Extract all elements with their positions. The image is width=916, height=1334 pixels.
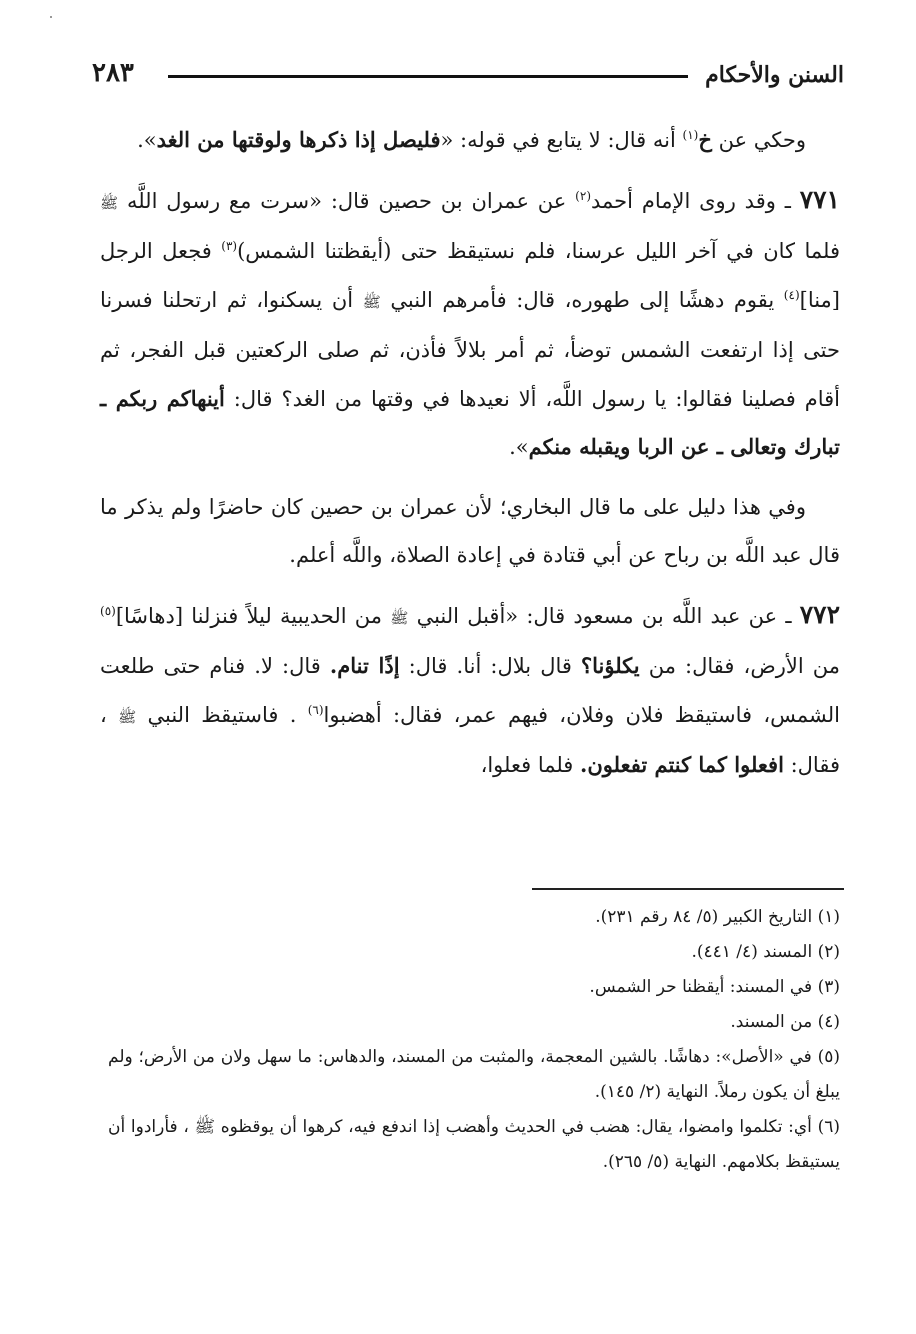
footnote-2: (٢) المسند (٤/ ٤٤١). xyxy=(691,942,840,962)
text-run: . فاستيقظ النبي xyxy=(136,702,308,727)
footnote-4: (٤) من المسند. xyxy=(730,1012,840,1032)
text-run: فجعل الرجل [منا] xyxy=(100,239,840,312)
text-run: من الأرض، فقال: من xyxy=(639,654,840,678)
footnotes xyxy=(108,900,840,1180)
salawat-glyph: ﷺ xyxy=(362,292,381,311)
page-number: ٢٨٣ xyxy=(92,58,134,88)
footnote-1: (١) التاريخ الكبير (٥/ ٨٤ رقم ٢٣١). xyxy=(595,907,840,927)
text-run: أن يسكنوا، ثم ارتحلنا فسرنا حتى إذا ارتفعت الشمس توضأ، ثم أمر بلالاً فأذن، ثم صلى الركعتين قبل الفجر، ثم أقام فصلينا فقالوا: يا رسول اللَّه، ألا نعيدها في وقتها من الغد؟ قال: xyxy=(100,287,840,411)
text-run: وحكي عن xyxy=(711,128,806,152)
footnote-6: (٦) أي: تكلموا وامضوا، يقال: هضب في الحديث وأهضب إذا اندفع فيه، كرهوا أن يوقظوه ﷺ ، فأرادوا أن يستيقظ بكلامهم. النهاية (٥/ ٢٦٥). xyxy=(108,1117,840,1172)
text-run: قال بلال: أنا. قال: xyxy=(399,654,581,678)
footnote-3: (٣) في المسند: أيقظنا حر الشمس. xyxy=(589,977,840,997)
text-run: ـ وقد روى الإمام أحمد xyxy=(591,188,800,213)
footnote-5: (٥) في «الأصل»: دهاشًا. بالشين المعجمة، والمثبت من المسند، والدهاس: ما سهل ولان من الأرض؛ ولم يبلغ أن يكون رملاً. النهاية (٢/ ١٤٥). xyxy=(108,1047,840,1102)
hadith-772 xyxy=(100,591,840,790)
quoted-prophet-words: يكلؤنا؟ xyxy=(580,653,640,678)
salawat-glyph: ﷺ xyxy=(100,193,119,212)
text-run: فلما فعلوا، xyxy=(480,753,581,777)
text-run: ـ عن عبد اللَّه بن مسعود قال: «أقبل النبي xyxy=(408,603,800,628)
footnote-ref-3[interactable]: (٣) xyxy=(221,239,238,253)
header-rule xyxy=(168,75,688,78)
text-run: يقوم دهشًا إلى طهوره، قال: فأمرهم النبي xyxy=(380,287,784,312)
text-run: ». xyxy=(137,128,157,152)
footnote-ref-6[interactable]: (٦) xyxy=(307,702,324,717)
text-run: عن عمران بن حصين قال: «سرت مع رسول اللَّه xyxy=(118,188,576,213)
text-run: أنه قال: لا يتابع في قوله: « xyxy=(440,128,683,152)
source-abbrev: خ xyxy=(698,127,712,152)
running-title: السنن والأحكام xyxy=(705,62,844,88)
text-run: فلما كان في آخر الليل عرسنا، فلم نستيقظ حتى (أيقظتنا الشمس) xyxy=(237,239,841,263)
quoted-prophet-words: أينهاكم ربكم ـ تبارك وتعالى ـ عن الربا ويقبله منكم xyxy=(100,385,840,459)
scan-speck xyxy=(50,16,52,18)
hadith-number: ٧٧١ xyxy=(799,184,840,214)
text-run: قال: لا. فنام حتى طلعت الشمس، فاستيقظ فلان وفلان، فيهم عمر، فقال: أهضبوا xyxy=(100,654,840,727)
footnote-ref-2[interactable]: (٢) xyxy=(575,188,591,203)
salawat-glyph: ﷺ xyxy=(118,707,137,726)
text-run: ، فقال: xyxy=(100,702,840,777)
hadith-771 xyxy=(100,176,840,472)
page-header xyxy=(92,58,844,92)
paragraph-commentary: وفي هذا دليل على ما قال البخاري؛ لأن عمران بن حصين كان حاضرًا ولم يذكر ما قال عبد اللَّه بن رباح عن أبي قتادة في إعادة الصلاة، واللَّه أعلم. xyxy=(100,494,840,567)
quoted-prophet-words: افعلوا كما كنتم تفعلون. xyxy=(580,752,784,777)
footnote-ref-5[interactable]: (٥) xyxy=(100,603,116,618)
quoted-prophet-words: إذًا تنام. xyxy=(329,653,400,678)
text-run: من الحديبية ليلاً فنزلنا [دهاسًا] xyxy=(115,603,391,628)
paragraph-bukhari-note xyxy=(100,116,840,165)
quoted-hadith-text: فليصل إذا ذكرها ولوقتها من الغد xyxy=(156,127,441,152)
hadith-number: ٧٧٢ xyxy=(799,599,841,629)
text-run: ». xyxy=(509,435,529,459)
footnote-separator xyxy=(532,888,844,890)
main-text xyxy=(100,116,840,801)
footnote-ref-1[interactable]: (١) xyxy=(682,128,699,142)
footnote-ref-4[interactable]: (٤) xyxy=(783,287,800,302)
salawat-glyph: ﷺ xyxy=(390,608,409,627)
